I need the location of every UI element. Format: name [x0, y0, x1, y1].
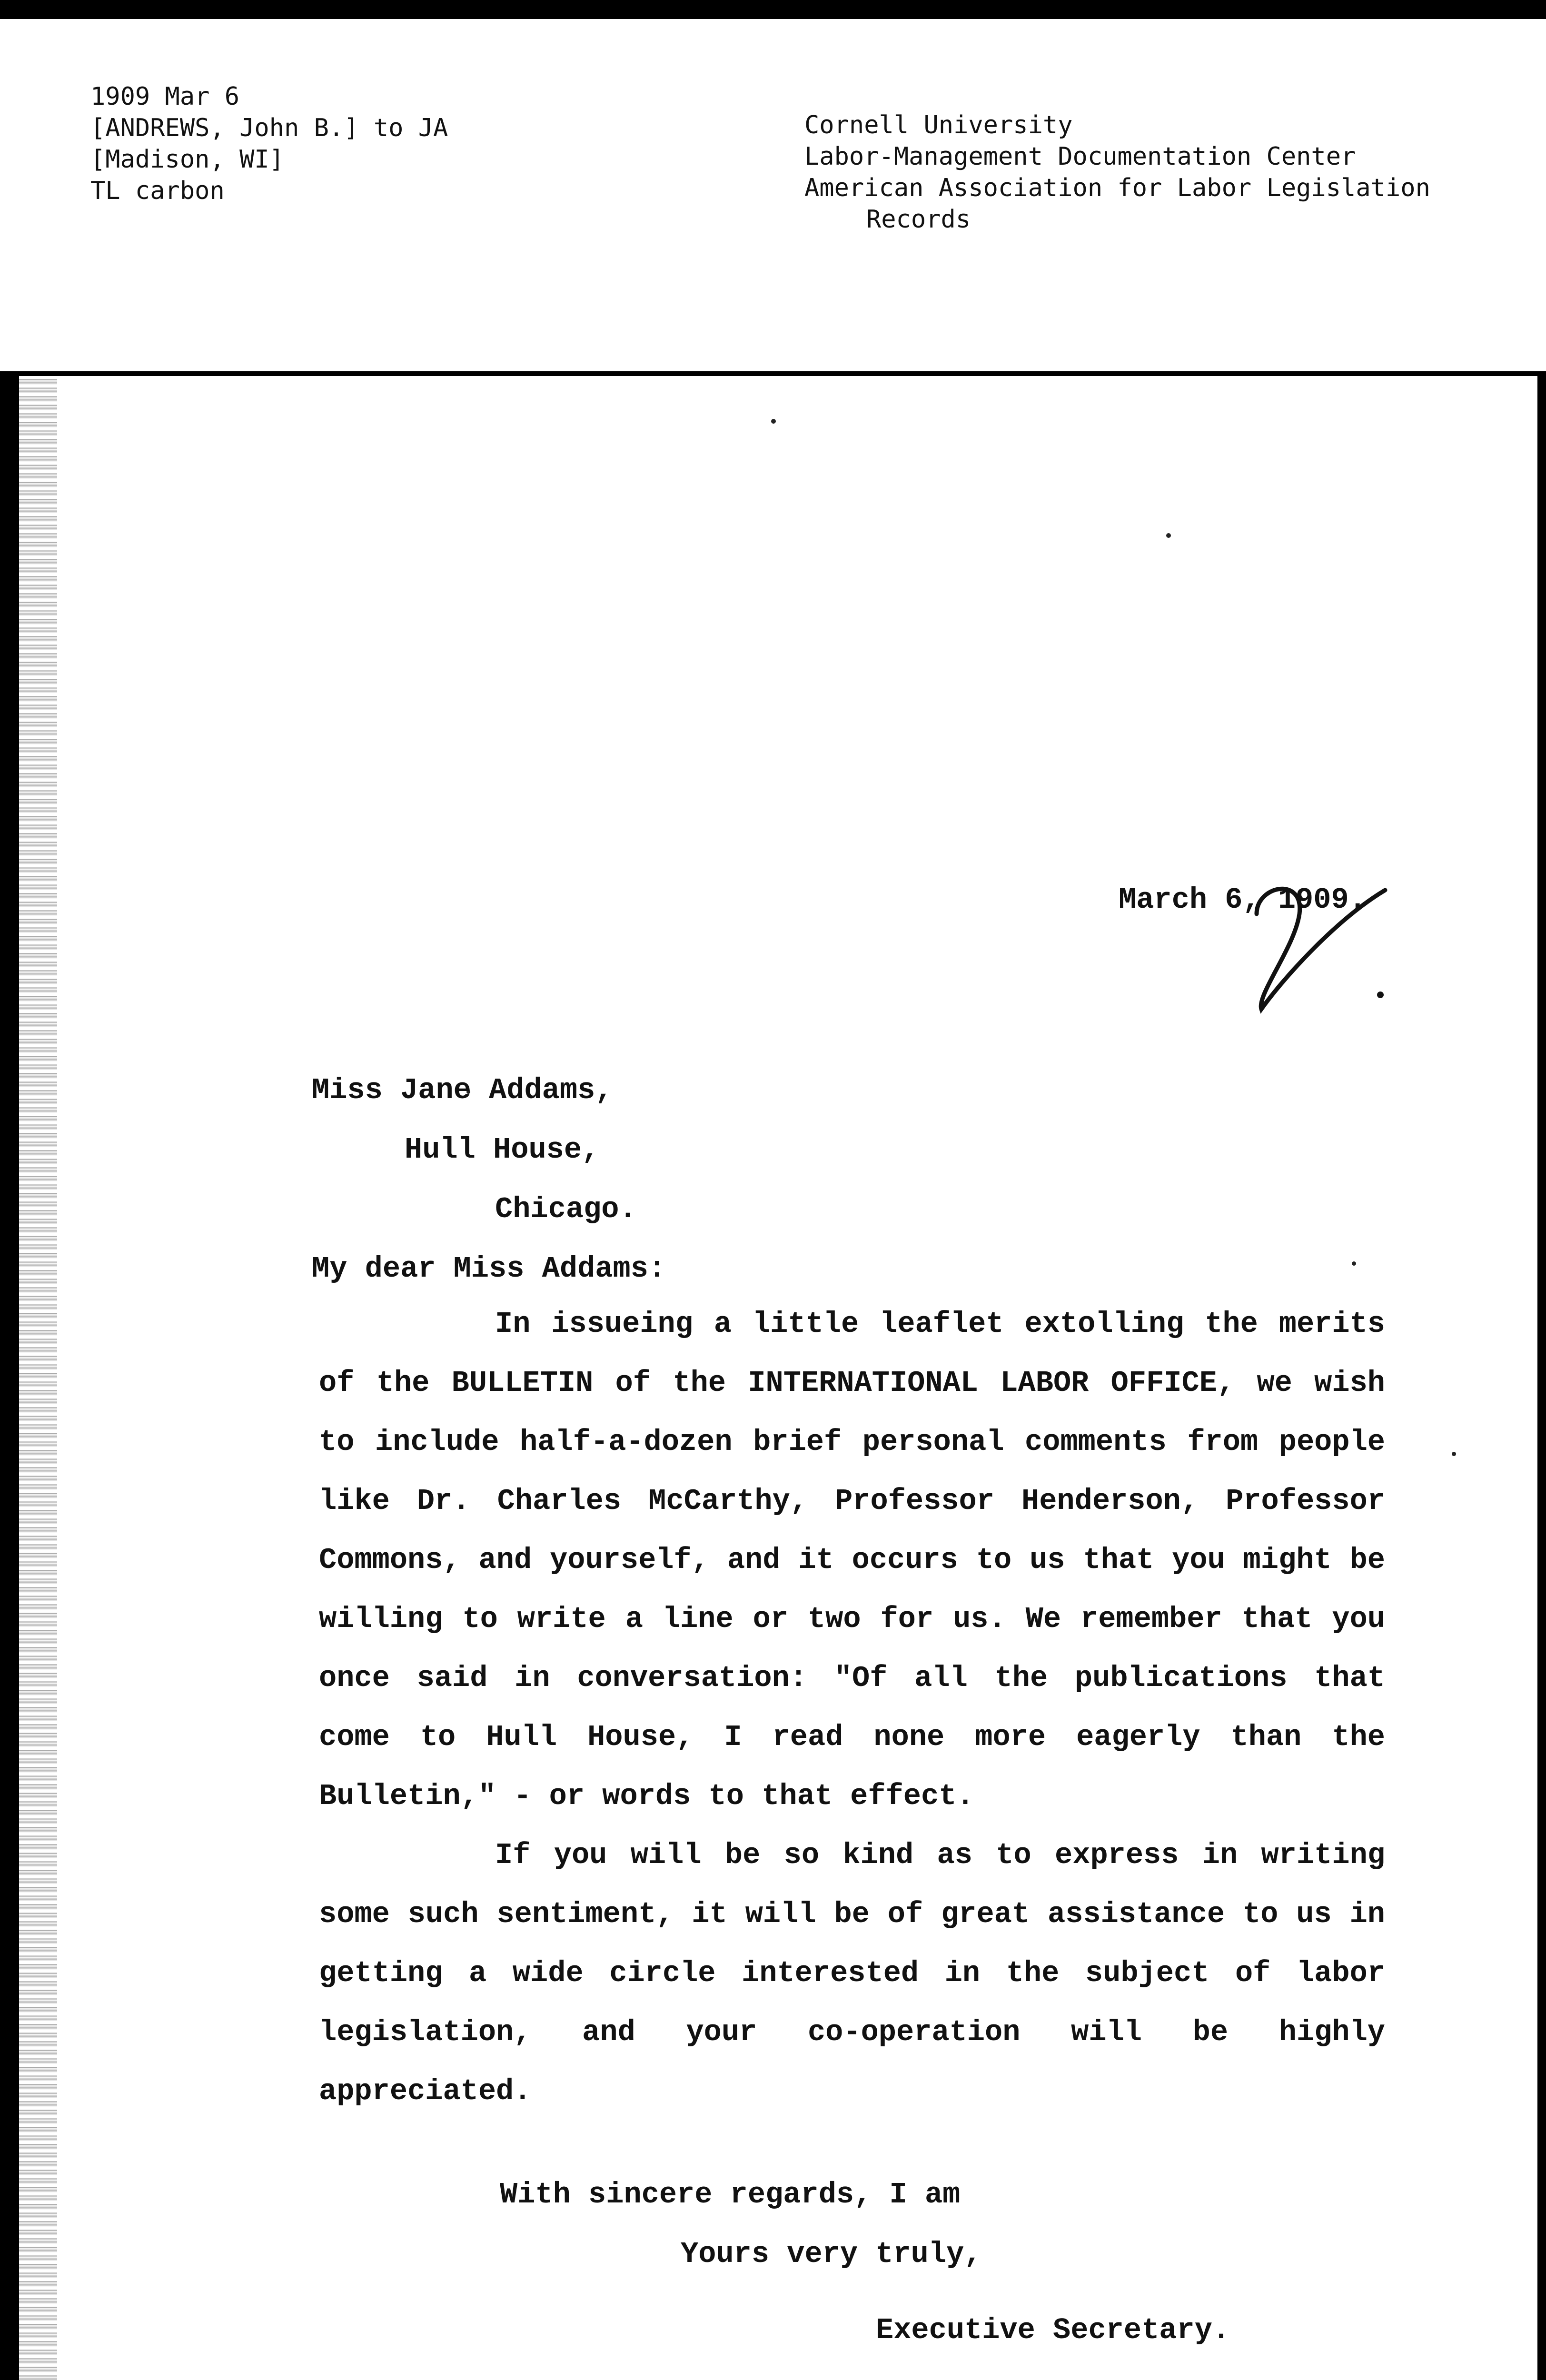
valediction: Yours very truly, — [681, 2237, 982, 2271]
catalog-header — [0, 19, 1546, 371]
catalog-metadata-left — [90, 81, 448, 207]
source-center: Labor-Management Documentation Center — [804, 142, 1356, 171]
ink-speck — [1166, 533, 1171, 538]
source-records: Records — [866, 205, 971, 234]
catalog-correspondents: [ANDREWS, John B.] to JA — [90, 114, 448, 142]
salutation: My dear Miss Addams: — [312, 1252, 666, 1286]
paragraph-sentiment-request: If you will be so kind as to express in writing some such sentiment, it will be of great assistance to us in getting a wide circle interested in the subject of labor legislation, and your co-operation will be highly appreciated. — [319, 1838, 1385, 2108]
catalog-format: TL carbon — [90, 177, 225, 205]
source-collection: American Association for Labor Legislation — [804, 174, 1430, 202]
recipient-street: Hull House, — [405, 1133, 600, 1167]
recipient-city: Chicago. — [495, 1192, 637, 1226]
paragraph-leaflet-request: In issueing a little leaflet extolling the merits of the BULLETIN of the INTERNATIONAL LABOR OFFICE, we wish to include half-a-dozen brief personal comments from people like Dr. Charles McCarthy, Professor Henderson, Professor Commons, and yourself, and it occurs to us that you might be willing to write a line or two for us. We remember that you once said in conversation: "Of all the publications that come to Hull House, I read none more eagerly than the Bulletin," - or words to that effect. — [319, 1307, 1385, 1813]
ink-speck — [1452, 1452, 1456, 1456]
catalog-date: 1909 Mar 6 — [90, 82, 240, 111]
letter-date: March 6, 1909. — [1119, 883, 1367, 917]
catalog-source-right — [804, 109, 1430, 235]
recipient-name: Miss Jane Addams, — [312, 1073, 613, 1107]
source-institution: Cornell University — [804, 111, 1073, 139]
letter-body — [319, 1295, 1385, 2121]
ink-speck — [1352, 1261, 1356, 1266]
closing-line: With sincere regards, I am — [500, 2178, 961, 2211]
ink-speck — [771, 419, 776, 424]
catalog-place: [Madison, WI] — [90, 145, 284, 174]
signature-title: Executive Secretary. — [876, 2313, 1230, 2347]
torn-edge — [19, 376, 57, 2380]
